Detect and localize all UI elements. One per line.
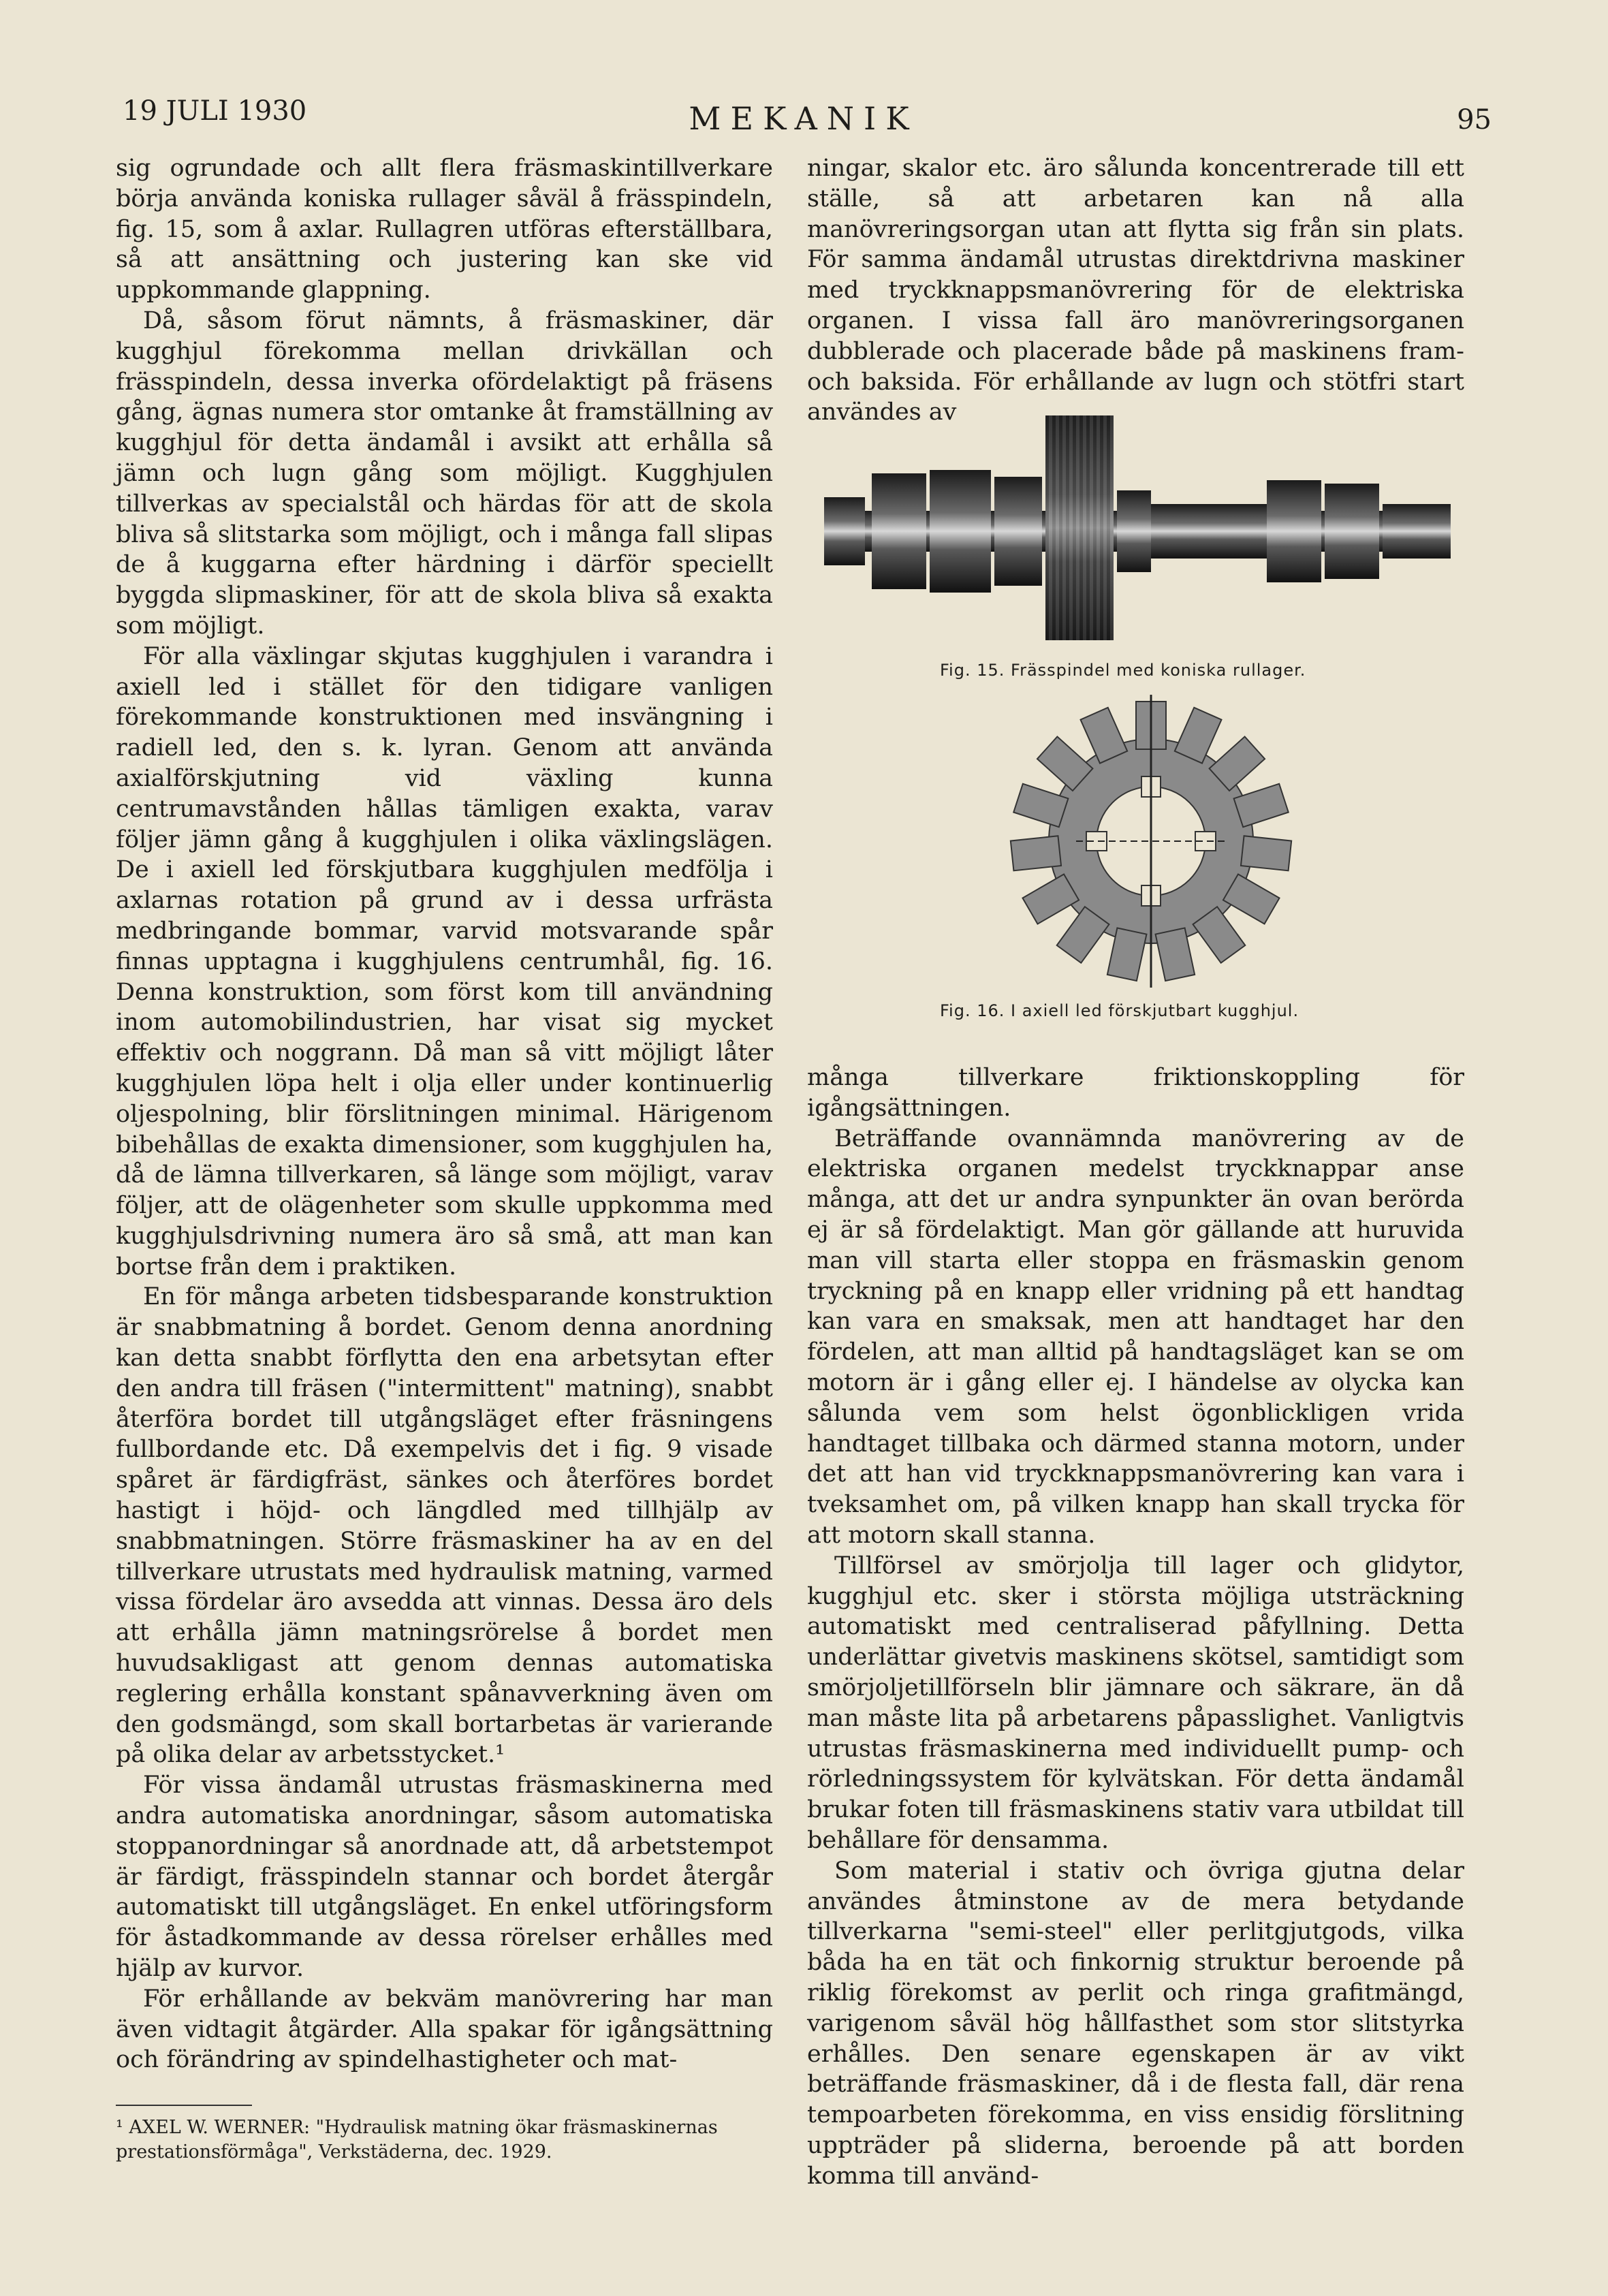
paragraph: För erhållande av bekväm manövrering har man även vidtagit åtgärder. Alla spakar för igångsättning och förändring av spindelhastigheter och mat-: [116, 1985, 773, 2074]
issue-date: 19 JULI 1930: [123, 95, 307, 127]
figure-15-spindle: [810, 409, 1464, 647]
gear-illustration: [988, 695, 1314, 994]
footnote-rule: [116, 2105, 252, 2106]
footnote: [116, 2105, 773, 2165]
paragraph: Som material i stativ och övriga gjutna delar användes åtminstone av de mera betydande tillverkarna "semi-steel" eller perlitgjutgods, vilka båda ha en tät och finkornig struktur beroende på riklig förekomst av perlit och ringa grafitmängd, varigenom såväl hög hållfasthet som stor slitstyrka erhålles. Den senare egenskapen är av vikt beträffande fräsmaskiner, då i de flesta fall, där rena tempoarbeten förekomma, en viss ensidig förslitning uppträder på sliderna, beroende på att borden komma till använd-: [807, 1857, 1464, 2190]
footnote-text: ¹ AXEL W. WERNER: "Hydraulisk matning ökar fräsmaskinernas prestationsförmåga", Verkstäderna, dec. 1929.: [116, 2117, 718, 2163]
spindle-illustration: [810, 409, 1464, 647]
page-number: 95: [1457, 104, 1492, 136]
paragraph: ningar, skalor etc. äro sålunda koncentrerade till ett ställe, så att arbetaren kan nå alla manövreringsorgan utan att flytta sig från sin plats. För samma ändamål utrustas direktdrivna maskiner med tryckknappsmanövrering för de elektriska organen. I vissa fall äro manövreringsorganen dubblerade och placerade både på maskinens fram- och baksida. För erhållande av lugn och stötfri start användes av: [807, 155, 1464, 426]
paragraph: Beträffande ovannämnda manövrering av de elektriska organen medelst tryckknappar anse många, att det ur andra synpunkter än ovan berörda ej är så fördelaktigt. Man gör gällande att huruvida man vill starta eller stoppa en fräsmaskin genom tryckning på en knapp eller vridning på ett handtag kan vara en smaksak, men att handtaget har den fördelen, att man alltid på handtagsläget kan se om motorn är i gång eller ej. I händelse av olycka kan sålunda vem som helst ögonblickligen vrida handtaget tillbaka och därmed stanna motorn, under det att han vid tryckknappsmanövrering kan vara i tveksamhet om, på vilken knapp han skall trycka för att motorn skall stanna.: [807, 1125, 1464, 1549]
paragraph: många tillverkare friktionskoppling för igångsättningen.: [807, 1064, 1464, 1122]
paragraph: Då, såsom förut nämnts, å fräsmaskiner, där kugghjul förekomma mellan drivkällan och frässpindeln, dessa inverka ofördelaktigt på fräsens gång, ägnas numera stor omtanke åt framställning av kugghjul för detta ändamål i avsikt att erhålla så jämn och lugn gång som möjligt. Kugghjulen tillverkas av specialstål och härdas för att de skola bliva så slitstarka som möjligt, och i många fall slipas de å kuggarna efter härdning i därför speciellt byggda slipmaskiner, för att de skola bliva så exakta som möjligt.: [116, 306, 773, 640]
paragraph: För vissa ändamål utrustas fräsmaskinerna med andra automatiska anordningar, såsom automatiska stoppanordningar så anordnade att, då arbetstempot är färdigt, frässpindeln stannar och bordet återgår automatiskt till utgångsläget. En enkel utföringsform för åstadkommande av dessa rörelser erhålles med hjälp av kurvor.: [116, 1772, 773, 1983]
paragraph: sig ogrundade och allt flera fräsmaskintillverkare börja använda koniska rullager såväl å frässpindeln, fig. 15, som å axlar. Rullagren utföras efterställbara, så att ansättning och justering kan ske vid uppkommande glappning.: [116, 155, 773, 304]
right-column-bottom: [807, 1063, 1464, 2191]
journal-title: MEKANIK: [689, 100, 919, 137]
right-column-top: [807, 153, 1464, 428]
figure-16-caption: Fig. 16. I axiell led förskjutbart kugghjul.: [940, 1001, 1299, 1020]
figure-16-gear: [988, 695, 1314, 994]
paragraph: En för många arbeten tidsbesparande konstruktion är snabbmatning å bordet. Genom denna anordning kan detta snabbt förflytta den ena arbetsytan efter den andra till fräsen ("intermittent" matning), snabbt återföra bordet till utgångsläget efter fräsningens fullbordande etc. Då exempelvis det i fig. 9 visade spåret är färdigfräst, sänkes och återföres bordet hastigt i höjd- och längdled med tillhjälp av snabbmatningen. Större fräsmaskiner ha av en del tillverkare utrustats med hydraulisk matning, varmed vissa fördelar äro avsedda att vinnas. Dessa äro dels att erhålla jämn matningsrörelse å bordet men huvudsakligast att genom dennas automatiska reglering erhålla konstant spånavverkning även om den godsmängd, som skall bortarbetas är varierande på olika delar av arbetsstycket.¹: [116, 1283, 773, 1769]
paragraph: För alla växlingar skjutas kugghjulen i varandra i axiell led i stället för den tidigare vanligen förekommande konstruktionen med insvängning i radiell led, den s. k. lyran. Genom att använda axialförskjutning vid växling kunna centrumavstånden hållas tämligen exakta, varav följer jämn gång å kugghjulen i olika växlingslägen. De i axiell led förskjutbara kugghjulen medfölja i axlarnas rotation på grund av i dessa urfrästa medbringande bommar, varvid motsvarande spår finnas upptagna i kugghjulens centrumhål, fig. 16. Denna konstruktion, som först kom till användning inom automobilindustrien, har visat sig mycket effektiv och noggrann. Då man så vitt möjligt låter kugghjulen löpa helt i olja eller under kontinuerlig oljespolning, blir förslitningen minimal. Härigenom bibehållas de exakta dimensioner, som kugghjulen ha, då de lämna tillverkaren, så länge som möjligt, varav följer, att de olägenheter som skulle uppkomma med kugghjulsdrivning numera äro så små, att man kan bortse från dem i praktiken.: [116, 642, 773, 1280]
figure-15-caption: Fig. 15. Frässpindel med koniska rullager.: [940, 661, 1306, 680]
left-column: [116, 153, 773, 2075]
paragraph: Tillförsel av smörjolja till lager och glidytor, kugghjul etc. sker i största möjliga utsträckning automatiskt med centraliserad påfyllning. Detta underlättar givetvis maskinens skötsel, samtidigt som smörjoljetillförseln blir jämnare och säkrare, än då man måste lita på arbetarens påpasslighet. Vanligtvis utrustas fräsmaskinerna med individuellt pump- och rörledningssystem för kylvätskan. För detta ändamål brukar foten till fräsmaskinens stativ vara utbildat till behållare för densamma.: [807, 1552, 1464, 1854]
page-header: [116, 92, 1492, 146]
